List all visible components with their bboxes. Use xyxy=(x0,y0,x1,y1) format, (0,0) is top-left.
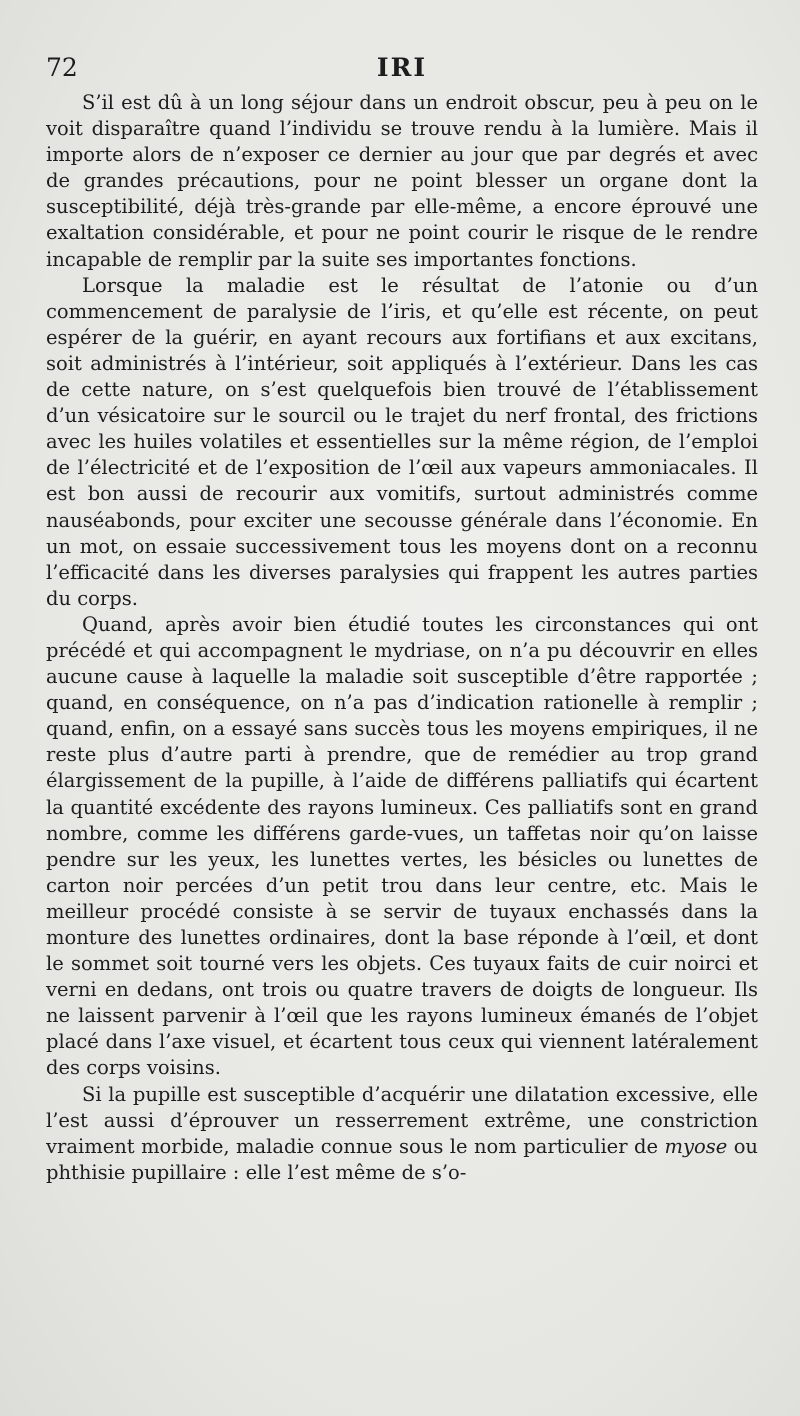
italic-term: myose xyxy=(664,1134,728,1158)
paragraph-text: Si la pupille est susceptible d’acquérir une dilatation excessive, elle l’est aussi d’éprouver un resserrement extrême, une constriction vraiment morbide, maladie connue sous le nom particulier de xyxy=(46,1082,758,1158)
running-head-title: IRI xyxy=(376,53,428,82)
page-number: 72 xyxy=(46,53,78,82)
running-head xyxy=(46,46,758,90)
body-text xyxy=(46,90,758,1186)
paragraph-text: ou phthisie pupillaire : elle l’est même de s’o- xyxy=(46,1134,758,1184)
paragraph: S’il est dû à un long séjour dans un endroit obscur, peu à peu on le voit disparaître quand l’individu se trouve rendu à la lumière. Mais il importe alors de n’exposer ce dernier au jour que par degrés et avec de grandes précautions, pour ne point blesser un organe dont la susceptibilité, déjà très-grande par elle-même, a encore éprouvé une exaltation considérable, et pour ne point courir le risque de le rendre incapable de remplir par la suite ses importantes fonctions. xyxy=(46,91,758,271)
paragraph: Quand, après avoir bien étudié toutes les circonstances qui ont précédé et qui accompagnent le mydriase, on n’a pu découvrir en elles aucune cause à laquelle la maladie soit susceptible d’être rapportée ; quand, en conséquence, on n’a pas d’indication rationelle à remplir ; quand, enfin, on a essayé sans succès tous les moyens empiriques, il ne reste plus d’autre parti à prendre, que de remédier au trop grand élargissement de la pupille, à l’aide de différens palliatifs qui écartent la quantité excédente des rayons lumineux. Ces palliatifs sont en grand nombre, comme les différens garde-vues, un taffetas noir qu’on laisse pendre sur les yeux, les lunettes vertes, les bésicles ou lunettes de carton noir percées d’un petit trou dans leur centre, etc. Mais le meilleur procédé consiste à se servir de tuyaux enchassés dans la monture des lunettes ordinaires, dont la base réponde à l’œil, et dont le sommet soit tourné vers les objets. Ces tuyaux faits de cuir noirci et verni en dedans, ont trois ou quatre travers de doigts de longueur. Ils ne laissent parvenir à l’œil que les rayons lumineux émanés de l’objet placé dans l’axe visuel, et écartent tous ceux qui viennent latéralement des corps voisins. xyxy=(46,612,758,1080)
paragraph: Lorsque la maladie est le résultat de l’atonie ou d’un commencement de paralysie de l’iris, et qu’elle est récente, on peut espérer de la guérir, en ayant recours aux fortifians et aux excitans, soit administrés à l’intérieur, soit appliqués à l’extérieur. Dans les cas de cette nature, on s’est quelquefois bien trouvé de l’établissement d’un vésicatoire sur le sourcil ou le trajet du nerf frontal, des frictions avec les huiles volatiles et essentielles sur la même région, de l’emploi de l’électricité et de l’exposition de l’œil aux vapeurs ammoniacales. Il est bon aussi de recourir aux vomitifs, surtout administrés comme nauséabonds, pour exciter une secousse générale dans l’économie. En un mot, on essaie successivement tous les moyens dont on a reconnu l’efficacité dans les diverses paralysies qui frappent les autres parties du corps. xyxy=(46,273,758,610)
paragraph xyxy=(46,1082,758,1186)
